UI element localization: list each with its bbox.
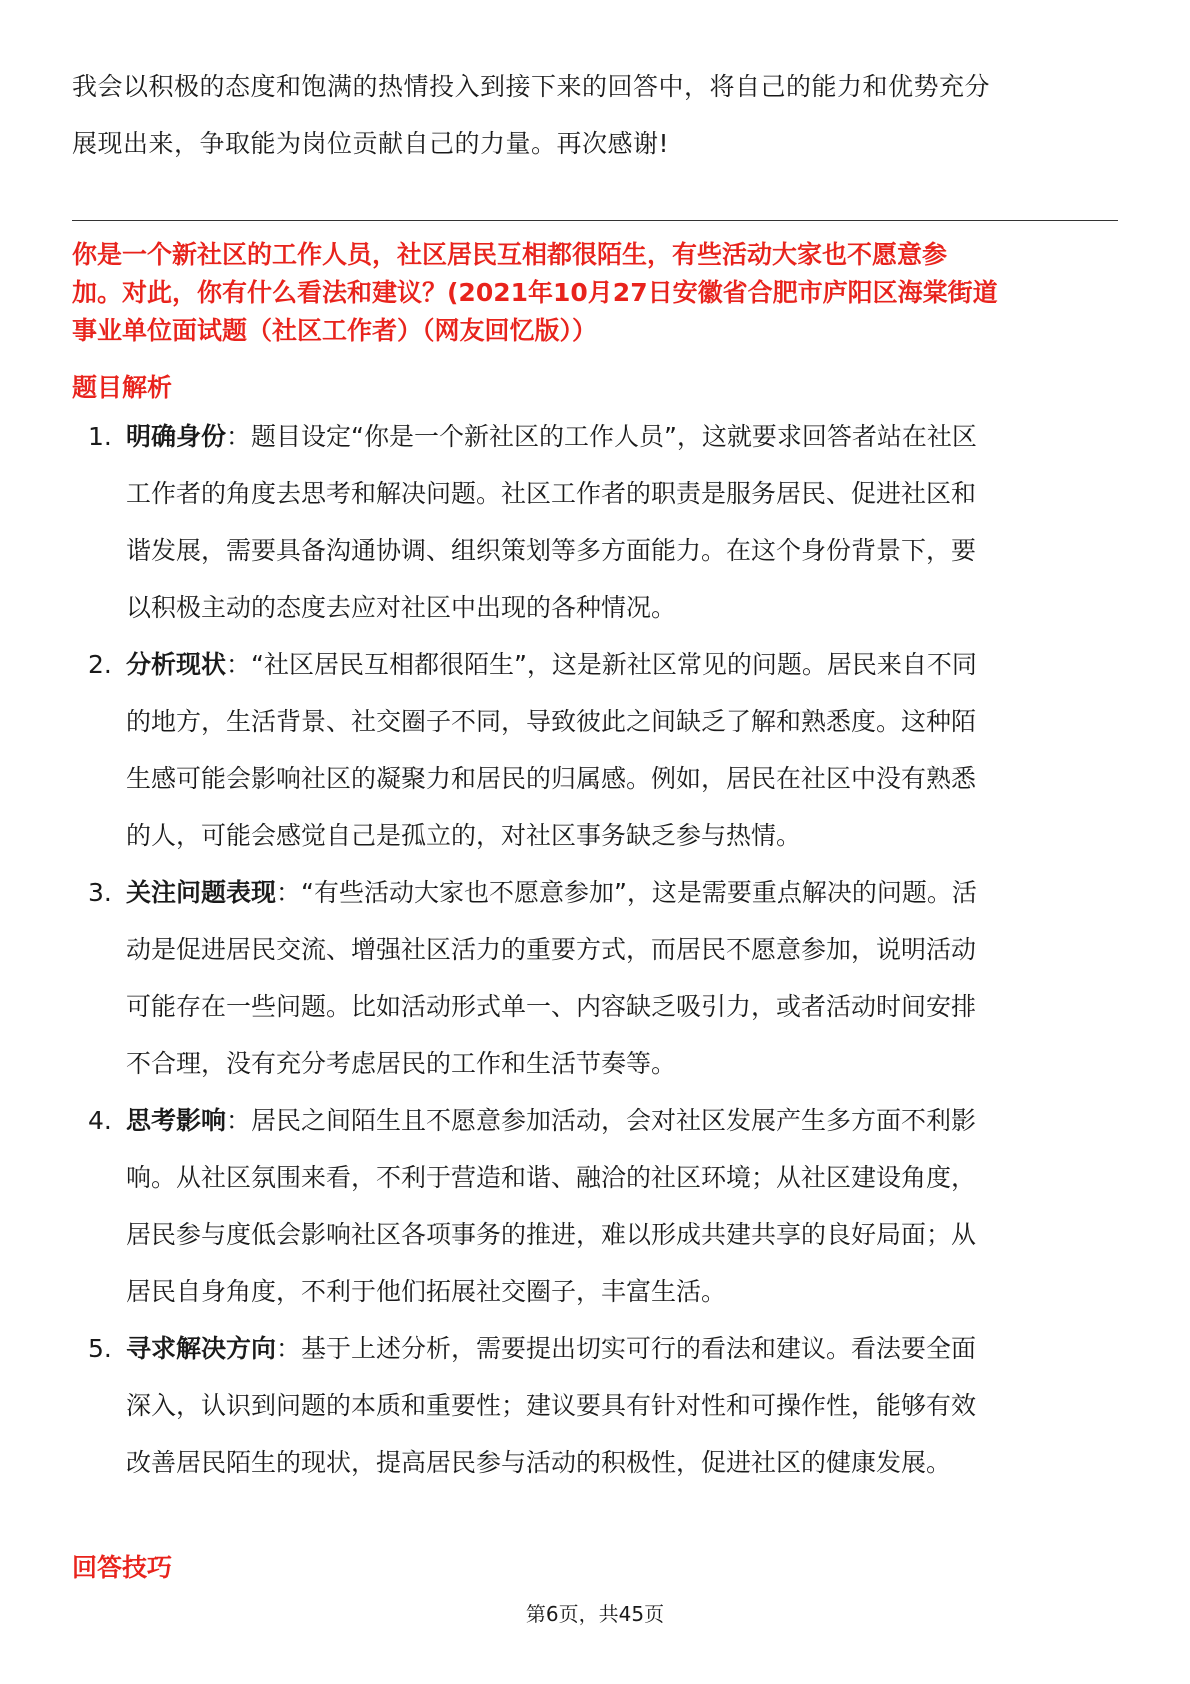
document-page xyxy=(72,0,1118,1684)
point-number: 4. xyxy=(88,1106,112,1135)
point-term: 分析现状 xyxy=(126,650,227,679)
point-number: 5. xyxy=(88,1334,112,1363)
section-divider xyxy=(72,220,1118,221)
analysis-point xyxy=(72,864,1118,1092)
point-line: 改善居民陌生的现状，提高居民参与活动的积极性，促进社区的健康发展。 xyxy=(126,1448,952,1477)
question-line: 你是一个新社区的工作人员，社区居民互相都很陌生，有些活动大家也不愿意参 xyxy=(72,240,948,269)
point-number: 2. xyxy=(88,650,112,679)
analysis-heading: 题目解析 xyxy=(72,373,173,402)
analysis-points xyxy=(72,408,1118,1491)
point-line: 响。从社区氛围来看，不利于营造和谐、融洽的社区环境；从社区建设角度， xyxy=(126,1163,977,1192)
question-title xyxy=(72,236,1118,350)
point-line: 工作者的角度去思考和解决问题。社区工作者的职责是服务居民、促进社区和 xyxy=(126,479,977,508)
point-text xyxy=(126,864,1118,921)
point-line: ：“有些活动大家也不愿意参加”，这是需要重点解决的问题。活 xyxy=(276,878,977,907)
intro-paragraph xyxy=(72,58,1118,172)
analysis-point xyxy=(72,1320,1118,1491)
point-text xyxy=(126,1092,1118,1149)
page-number: 第6页，共45页 xyxy=(525,1602,665,1626)
point-term: 思考影响 xyxy=(126,1106,227,1135)
point-line: 居民自身角度，不利于他们拓展社交圈子，丰富生活。 xyxy=(126,1277,727,1306)
point-line: 的地方，生活背景、社交圈子不同，导致彼此之间缺乏了解和熟悉度。这种陌 xyxy=(126,707,977,736)
point-text xyxy=(126,1320,1118,1377)
point-text xyxy=(126,636,1118,693)
intro-line: 展现出来，争取能为岗位贡献自己的力量。再次感谢! xyxy=(72,129,670,158)
question-line: 事业单位面试题（社区工作者）（网友回忆版）） xyxy=(72,316,598,345)
point-text xyxy=(126,408,1118,465)
point-term: 寻求解决方向 xyxy=(126,1334,277,1363)
point-line: 的人，可能会感觉自己是孤立的，对社区事务缺乏参与热情。 xyxy=(126,821,802,850)
point-term: 明确身份 xyxy=(126,422,227,451)
point-number: 1. xyxy=(88,422,112,451)
point-line: ：基于上述分析，需要提出切实可行的看法和建议。看法要全面 xyxy=(276,1334,977,1363)
tips-heading: 回答技巧 xyxy=(72,1553,173,1582)
intro-line: 我会以积极的态度和饱满的热情投入到接下来的回答中，将自己的能力和优势充分 xyxy=(72,72,991,101)
point-line: 深入，认识到问题的本质和重要性；建议要具有针对性和可操作性，能够有效 xyxy=(126,1391,977,1420)
point-line: 不合理，没有充分考虑居民的工作和生活节奏等。 xyxy=(126,1049,677,1078)
point-line: ：“社区居民互相都很陌生”，这是新社区常见的问题。居民来自不同 xyxy=(226,650,977,679)
point-line: ：题目设定“你是一个新社区的工作人员”，这就要求回答者站在社区 xyxy=(226,422,977,451)
point-number: 3. xyxy=(88,878,112,907)
point-line: 以积极主动的态度去应对社区中出现的各种情况。 xyxy=(126,593,677,622)
analysis-point xyxy=(72,1092,1118,1320)
analysis-point xyxy=(72,636,1118,864)
point-line: 谐发展，需要具备沟通协调、组织策划等多方面能力。在这个身份背景下，要 xyxy=(126,536,977,565)
question-line: 加。对此，你有什么看法和建议？(2021年10月27日安徽省合肥市庐阳区海棠街道 xyxy=(72,278,998,307)
point-line: 居民参与度低会影响社区各项事务的推进，难以形成共建共享的良好局面；从 xyxy=(126,1220,977,1249)
point-term: 关注问题表现 xyxy=(126,878,277,907)
point-line: 动是促进居民交流、增强社区活力的重要方式，而居民不愿意参加，说明活动 xyxy=(126,935,977,964)
point-line: 生感可能会影响社区的凝聚力和居民的归属感。例如，居民在社区中没有熟悉 xyxy=(126,764,977,793)
point-line: 可能存在一些问题。比如活动形式单一、内容缺乏吸引力，或者活动时间安排 xyxy=(126,992,977,1021)
analysis-point xyxy=(72,408,1118,636)
point-line: ：居民之间陌生且不愿意参加活动，会对社区发展产生多方面不利影 xyxy=(226,1106,977,1135)
